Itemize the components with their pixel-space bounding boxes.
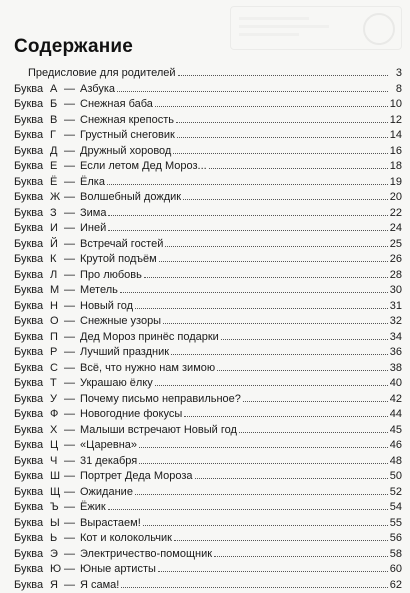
toc-letter: Э	[50, 547, 64, 563]
toc-letter-word: Буква	[14, 237, 50, 253]
leader-dots	[117, 82, 388, 92]
toc-letter: И	[50, 221, 64, 237]
toc-dash: —	[64, 547, 80, 563]
toc-entry	[14, 82, 115, 98]
toc-letter-word: Буква	[14, 485, 50, 501]
leader-dots	[184, 407, 388, 417]
toc-row[interactable]	[14, 97, 402, 113]
leader-dots	[165, 237, 387, 247]
toc-page-number: 56	[390, 531, 402, 547]
toc-dash: —	[64, 392, 80, 408]
toc-letter-word: Буква	[14, 469, 50, 485]
toc-letter-word: Буква	[14, 423, 50, 439]
toc-entry-title: Зима	[80, 207, 106, 219]
toc-letter: Г	[50, 128, 64, 144]
toc-page-number: 50	[390, 469, 402, 485]
toc-dash: —	[64, 500, 80, 516]
toc-page-number: 34	[390, 330, 402, 346]
leader-dots	[139, 454, 387, 464]
toc-row[interactable]	[14, 206, 402, 222]
toc-dash: —	[64, 423, 80, 439]
toc-dash: —	[64, 97, 80, 113]
toc-page-number: 58	[390, 547, 402, 563]
toc-entry-title: Малыши встречают Новый год	[80, 424, 237, 436]
toc-dash: —	[64, 237, 80, 253]
toc-row[interactable]	[14, 314, 402, 330]
toc-dash: —	[64, 314, 80, 330]
toc-dash: —	[64, 531, 80, 547]
toc-entry-title: Предисловие для родителей	[28, 66, 176, 82]
leader-dots	[173, 144, 387, 154]
toc-letter-word: Буква	[14, 407, 50, 423]
leader-dots	[183, 190, 388, 200]
toc-letter-word: Буква	[14, 516, 50, 532]
toc-entry-title: Дед Мороз принёс подарки	[80, 331, 219, 343]
toc-entry-title: Новый год	[80, 300, 133, 312]
toc-letter-word: Буква	[14, 547, 50, 563]
toc-entry	[14, 330, 219, 346]
toc-page-number: 14	[390, 128, 402, 144]
toc-row[interactable]	[14, 345, 402, 361]
toc-entry-title: Азбука	[80, 83, 115, 95]
toc-row[interactable]	[14, 113, 402, 129]
toc-page-number: 16	[390, 144, 402, 160]
toc-entry	[14, 438, 137, 454]
toc-row[interactable]	[14, 469, 402, 485]
toc-letter: Б	[50, 97, 64, 113]
toc-letter-word: Буква	[14, 159, 50, 175]
toc-letter-word: Буква	[14, 268, 50, 284]
toc-letter-word: Буква	[14, 283, 50, 299]
toc-dash: —	[64, 438, 80, 454]
leader-dots	[243, 392, 388, 402]
toc-entry	[14, 407, 182, 423]
toc-letter: Ю	[50, 562, 64, 578]
toc-letter-word: Буква	[14, 531, 50, 547]
leader-dots	[107, 175, 388, 185]
toc-entry-title: Я сама!	[80, 579, 119, 591]
leader-dots	[177, 128, 388, 138]
toc-row[interactable]	[14, 128, 402, 144]
toc-page-number: 38	[390, 361, 402, 377]
toc-row[interactable]	[14, 221, 402, 237]
toc-row[interactable]	[14, 144, 402, 160]
leader-dots	[174, 531, 388, 541]
toc-row[interactable]	[14, 485, 402, 501]
leader-dots	[239, 423, 388, 433]
toc-entry-title: Почему письмо неправильное?	[80, 393, 241, 405]
toc-entry	[14, 268, 142, 284]
toc-entry-title: Кот и колокольчик	[80, 532, 172, 544]
toc-letter: Е	[50, 159, 64, 175]
toc-entry	[14, 531, 172, 547]
toc-entry	[14, 221, 106, 237]
toc-entry	[14, 485, 133, 501]
toc-page-number: 62	[390, 578, 402, 593]
toc-entry	[14, 159, 207, 175]
toc-page-number: 10	[390, 97, 402, 113]
toc-entry	[14, 361, 215, 377]
toc-entry	[14, 299, 133, 315]
toc-page-number: 20	[390, 190, 402, 206]
toc-page-number: 46	[390, 438, 402, 454]
leader-dots	[155, 97, 388, 107]
toc-dash: —	[64, 299, 80, 315]
toc-entry-title: Лучший праздник	[80, 346, 169, 358]
toc-entry	[14, 128, 175, 144]
toc-page-number: 55	[390, 516, 402, 532]
toc-row[interactable]	[14, 392, 402, 408]
toc-dash: —	[64, 128, 80, 144]
leader-dots	[221, 330, 388, 340]
toc-page-number: 60	[390, 562, 402, 578]
toc-letter-word: Буква	[14, 82, 50, 98]
toc-letter: М	[50, 283, 64, 299]
toc-letter-word: Буква	[14, 97, 50, 113]
toc-letter: Н	[50, 299, 64, 315]
toc-dash: —	[64, 330, 80, 346]
toc-letter: К	[50, 252, 64, 268]
toc-letter-word: Буква	[14, 330, 50, 346]
toc-letter: Ц	[50, 438, 64, 454]
toc-row[interactable]	[14, 562, 402, 578]
toc-letter: Ь	[50, 531, 64, 547]
toc-page-number: 30	[390, 283, 402, 299]
toc-dash: —	[64, 407, 80, 423]
toc-page-number: 3	[390, 66, 402, 82]
toc-entry-title: Ёлка	[80, 176, 105, 188]
toc-letter: П	[50, 330, 64, 346]
toc-entry-title: 31 декабря	[80, 455, 137, 467]
toc-letter-word: Буква	[14, 392, 50, 408]
toc-row[interactable]	[14, 376, 402, 392]
toc-page-number: 12	[390, 113, 402, 129]
leader-dots	[214, 547, 388, 557]
toc-dash: —	[64, 82, 80, 98]
toc-letter-word: Буква	[14, 144, 50, 160]
toc-dash: —	[64, 454, 80, 470]
toc-entry	[14, 314, 161, 330]
toc-row[interactable]	[14, 159, 402, 175]
toc-letter-word: Буква	[14, 190, 50, 206]
leader-dots	[135, 485, 388, 495]
toc-page-number: 44	[390, 407, 402, 423]
leader-dots	[171, 345, 388, 355]
toc-entry-title: Волшебный дождик	[80, 191, 181, 203]
toc-entry-title: Снежные узоры	[80, 315, 161, 327]
leader-dots	[163, 314, 388, 324]
toc-entry	[14, 237, 163, 253]
toc-letter-word: Буква	[14, 206, 50, 222]
toc-letter: Ж	[50, 190, 64, 206]
toc-page-number: 32	[390, 314, 402, 330]
toc-row[interactable]	[14, 252, 402, 268]
toc-entry-title: Встречай гостей	[80, 238, 163, 250]
leader-dots	[144, 268, 388, 278]
toc-dash: —	[64, 268, 80, 284]
toc-dash: —	[64, 175, 80, 191]
toc-dash: —	[64, 376, 80, 392]
toc-letter-word: Буква	[14, 221, 50, 237]
toc-dash: —	[64, 221, 80, 237]
toc-letter: Я	[50, 578, 64, 593]
publisher-logo	[230, 6, 402, 50]
toc-letter: Ё	[50, 175, 64, 191]
toc-row[interactable]	[14, 237, 402, 253]
toc-page-number: 42	[390, 392, 402, 408]
toc-dash: —	[64, 159, 80, 175]
toc-entry	[14, 206, 106, 222]
toc-entry	[14, 283, 118, 299]
toc-row[interactable]	[14, 438, 402, 454]
toc-entry-title: Иней	[80, 222, 106, 234]
toc-letter: Щ	[50, 485, 64, 501]
leader-dots	[159, 252, 388, 262]
toc-letter-word: Буква	[14, 299, 50, 315]
toc-page-number: 54	[390, 500, 402, 516]
toc-entry-title: Юные артисты	[80, 563, 156, 575]
toc-dash: —	[64, 252, 80, 268]
toc-entry-title: Вырастаем!	[80, 517, 141, 529]
toc-entry	[14, 500, 106, 516]
toc-dash: —	[64, 345, 80, 361]
leader-dots	[108, 500, 388, 510]
toc-letter-word: Буква	[14, 128, 50, 144]
toc-row[interactable]	[14, 82, 402, 98]
toc-dash: —	[64, 190, 80, 206]
toc-entry-title: Электричество-помощник	[80, 548, 212, 560]
toc-entry	[14, 392, 241, 408]
table-of-contents	[14, 66, 402, 593]
toc-entry	[14, 423, 237, 439]
toc-entry	[14, 469, 193, 485]
toc-dash: —	[64, 144, 80, 160]
toc-letter: Ш	[50, 469, 64, 485]
toc-letter: Х	[50, 423, 64, 439]
toc-letter: Й	[50, 237, 64, 253]
toc-letter: Т	[50, 376, 64, 392]
toc-entry	[14, 252, 157, 268]
page-title: Содержание	[14, 36, 133, 58]
toc-entry-title: Грустный снеговик	[80, 129, 175, 141]
leader-dots	[176, 113, 388, 123]
toc-letter: А	[50, 82, 64, 98]
toc-letter: Р	[50, 345, 64, 361]
toc-entry	[14, 578, 119, 593]
toc-entry-title: Портрет Деда Мороза	[80, 470, 193, 482]
toc-page-number: 22	[390, 206, 402, 222]
toc-row[interactable]	[14, 175, 402, 191]
toc-entry-title: Ёжик	[80, 501, 106, 513]
toc-page-number: 18	[390, 159, 402, 175]
toc-entry	[14, 562, 156, 578]
toc-page-number: 45	[390, 423, 402, 439]
toc-entry	[14, 97, 153, 113]
toc-row[interactable]	[14, 283, 402, 299]
leader-dots	[108, 221, 388, 231]
toc-entry	[14, 376, 153, 392]
toc-letter-word: Буква	[14, 562, 50, 578]
toc-row[interactable]	[14, 516, 402, 532]
toc-entry	[14, 175, 105, 191]
toc-row[interactable]	[14, 578, 402, 593]
toc-letter-word: Буква	[14, 500, 50, 516]
toc-page-number: 40	[390, 376, 402, 392]
toc-dash: —	[64, 469, 80, 485]
toc-letter: У	[50, 392, 64, 408]
toc-dash: —	[64, 283, 80, 299]
publisher-mark-icon	[363, 13, 395, 45]
toc-entry-title: Крутой подъём	[80, 253, 157, 265]
toc-page-number: 31	[390, 299, 402, 315]
toc-page-number: 48	[390, 454, 402, 470]
toc-entry-title: Дружный хоровод	[80, 145, 171, 157]
toc-dash: —	[64, 206, 80, 222]
leader-dots	[139, 438, 388, 448]
toc-page-number: 28	[390, 268, 402, 284]
toc-entry-title: Всё, что нужно нам зимою	[80, 362, 215, 374]
toc-letter-word: Буква	[14, 454, 50, 470]
toc-letter-word: Буква	[14, 252, 50, 268]
leader-dots	[120, 283, 388, 293]
toc-entry-title: «Царевна»	[80, 439, 137, 451]
toc-entry-title: Украшаю ёлку	[80, 377, 153, 389]
leader-dots	[209, 159, 388, 169]
toc-row-intro[interactable]	[14, 66, 402, 82]
leader-dots	[108, 206, 387, 216]
toc-page-number: 24	[390, 221, 402, 237]
leader-dots	[178, 66, 388, 76]
toc-letter: В	[50, 113, 64, 129]
toc-dash: —	[64, 113, 80, 129]
leader-dots	[217, 361, 388, 371]
toc-letter: Ф	[50, 407, 64, 423]
leader-dots	[158, 562, 388, 572]
toc-page-number: 8	[390, 82, 402, 98]
toc-entry-title: Если летом Дед Мороз...	[80, 160, 207, 172]
toc-letter: О	[50, 314, 64, 330]
toc-entry-title: Новогодние фокусы	[80, 408, 182, 420]
toc-entry	[14, 345, 169, 361]
toc-row[interactable]	[14, 423, 402, 439]
toc-letter-word: Буква	[14, 113, 50, 129]
toc-page-number: 25	[390, 237, 402, 253]
toc-entry-title: Метель	[80, 284, 118, 296]
toc-row[interactable]	[14, 531, 402, 547]
toc-page-number: 26	[390, 252, 402, 268]
toc-entry	[14, 454, 137, 470]
toc-dash: —	[64, 361, 80, 377]
toc-entry	[14, 516, 141, 532]
toc-letter-word: Буква	[14, 361, 50, 377]
toc-entry-title: Ожидание	[80, 486, 133, 498]
toc-letter: З	[50, 206, 64, 222]
toc-row[interactable]	[14, 190, 402, 206]
toc-row[interactable]	[14, 361, 402, 377]
toc-dash: —	[64, 562, 80, 578]
toc-row[interactable]	[14, 299, 402, 315]
toc-letter: Ы	[50, 516, 64, 532]
toc-page-number: 36	[390, 345, 402, 361]
toc-row[interactable]	[14, 500, 402, 516]
toc-letter-word: Буква	[14, 376, 50, 392]
toc-letter: Л	[50, 268, 64, 284]
toc-row[interactable]	[14, 268, 402, 284]
toc-row[interactable]	[14, 407, 402, 423]
leader-dots	[143, 516, 388, 526]
toc-dash: —	[64, 485, 80, 501]
toc-entry-title: Снежная баба	[80, 98, 153, 110]
toc-entry	[14, 190, 181, 206]
leader-dots	[121, 578, 387, 588]
toc-entry-title: Снежная крепость	[80, 114, 174, 126]
toc-entry	[14, 113, 174, 129]
toc-row[interactable]	[14, 330, 402, 346]
leader-dots	[135, 299, 388, 309]
toc-letter-word: Буква	[14, 345, 50, 361]
leader-dots	[195, 469, 388, 479]
toc-dash: —	[64, 516, 80, 532]
toc-page-number: 19	[390, 175, 402, 191]
toc-entry	[14, 144, 171, 160]
toc-letter: Ъ	[50, 500, 64, 516]
toc-letter: Ч	[50, 454, 64, 470]
toc-letter: Д	[50, 144, 64, 160]
toc-row[interactable]	[14, 454, 402, 470]
toc-page-number: 52	[390, 485, 402, 501]
toc-dash: —	[64, 578, 80, 593]
toc-letter: С	[50, 361, 64, 377]
leader-dots	[155, 376, 388, 386]
toc-letter-word: Буква	[14, 175, 50, 191]
toc-letter-word: Буква	[14, 438, 50, 454]
toc-letter-word: Буква	[14, 578, 50, 593]
toc-entry-title: Про любовь	[80, 269, 142, 281]
toc-letter-word: Буква	[14, 314, 50, 330]
